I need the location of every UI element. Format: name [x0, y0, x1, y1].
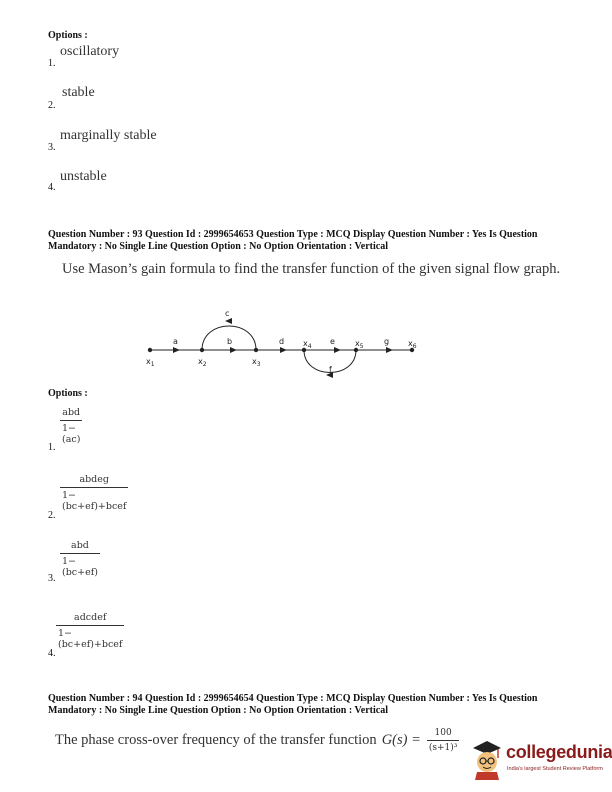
- branch-label-c: c: [225, 309, 230, 318]
- branch-arrow-d: [280, 347, 287, 353]
- question-header-line: Question Number : 94 Question Id : 2999654654 Question Type : MCQ Display Question Number : Yes Is Question: [48, 693, 538, 704]
- option-number: 3.: [48, 142, 56, 153]
- node-x3: [254, 348, 258, 352]
- question-header-line: Mandatory : No Single Line Question Option : No Option Orientation : Vertical: [48, 241, 389, 252]
- options-label: Options :: [48, 30, 88, 41]
- fraction-denominator: 1−(bc+ef)+bcef: [58, 628, 123, 650]
- question-93-header: [48, 229, 588, 253]
- fraction-denominator: 1−(bc+ef)+bcef: [62, 490, 127, 512]
- node-label: $x_1$: [146, 357, 155, 368]
- question-94-header: [48, 693, 588, 717]
- branch-arrow-b: [230, 347, 237, 353]
- node-x1: [148, 348, 152, 352]
- transfer-function-fraction: [427, 728, 460, 753]
- branch-arrow-e: [334, 347, 341, 353]
- options-label: Options :: [48, 388, 88, 399]
- option-number: 1.: [48, 442, 56, 453]
- option-number: 2.: [48, 100, 56, 111]
- question-94-text: [55, 728, 459, 753]
- node-x5: [354, 348, 358, 352]
- node-label: $x_2$: [198, 357, 207, 368]
- option-fraction: [56, 612, 124, 650]
- option-text: stable: [62, 85, 95, 100]
- fraction-numerator: 100: [434, 728, 452, 738]
- option-fraction: [60, 540, 100, 578]
- branch-label-g: g: [384, 337, 390, 346]
- option-number: 4.: [48, 648, 56, 659]
- fraction-numerator: adcdef: [74, 612, 107, 623]
- student-mascot-icon: [470, 738, 504, 780]
- option-fraction: [60, 474, 128, 512]
- branch-label-b: b: [227, 337, 233, 346]
- fraction-denominator: (s+1)³: [428, 743, 458, 753]
- fraction-denominator: 1−(ac): [62, 423, 81, 445]
- brand-tagline: India's largest Student Review Platform: [507, 766, 603, 772]
- option-text: unstable: [60, 169, 107, 184]
- question-header-line: Question Number : 93 Question Id : 2999654653 Question Type : MCQ Display Question Number : Yes Is Question: [48, 229, 538, 240]
- node-x2: [200, 348, 204, 352]
- branch-label-e: e: [330, 337, 335, 346]
- option-number: 3.: [48, 573, 56, 584]
- node-label: $x_5$: [355, 339, 364, 350]
- function-expression: G(s) =: [381, 732, 421, 748]
- node-label: $x_3$: [252, 357, 261, 368]
- node-label: $x_4$: [303, 339, 312, 350]
- option-text: marginally stable: [60, 128, 157, 143]
- fraction-numerator: abd: [71, 540, 89, 551]
- signal-flow-graph: [140, 308, 425, 388]
- option-number: 4.: [48, 182, 56, 193]
- option-text: oscillatory: [60, 44, 120, 59]
- fraction-numerator: abdeg: [79, 474, 109, 485]
- branch-label-d: d: [279, 337, 285, 346]
- option-number: 2.: [48, 510, 56, 521]
- branch-arrow-g: [386, 347, 393, 353]
- question-text: The phase cross-over frequency of the transfer function: [55, 732, 377, 748]
- option-number: 1.: [48, 58, 56, 69]
- branch-label-f: f: [329, 365, 332, 374]
- fraction-numerator: abd: [62, 407, 81, 418]
- branch-label-a: a: [173, 337, 178, 346]
- question-header-line: Mandatory : No Single Line Question Option : No Option Orientation : Vertical: [48, 705, 389, 716]
- brand-name: collegedunia: [506, 742, 612, 762]
- node-x4: [302, 348, 306, 352]
- option-fraction: [60, 407, 82, 445]
- branch-arrow-c: [225, 318, 232, 324]
- branch-arrow-a: [173, 347, 180, 353]
- fraction-denominator: 1−(bc+ef): [62, 556, 98, 578]
- node-label: $x_6$: [408, 339, 417, 350]
- question-93-text: Use Mason’s gain formula to find the transfer function of the given signal flow graph.: [62, 261, 561, 277]
- collegedunia-watermark: [470, 736, 610, 786]
